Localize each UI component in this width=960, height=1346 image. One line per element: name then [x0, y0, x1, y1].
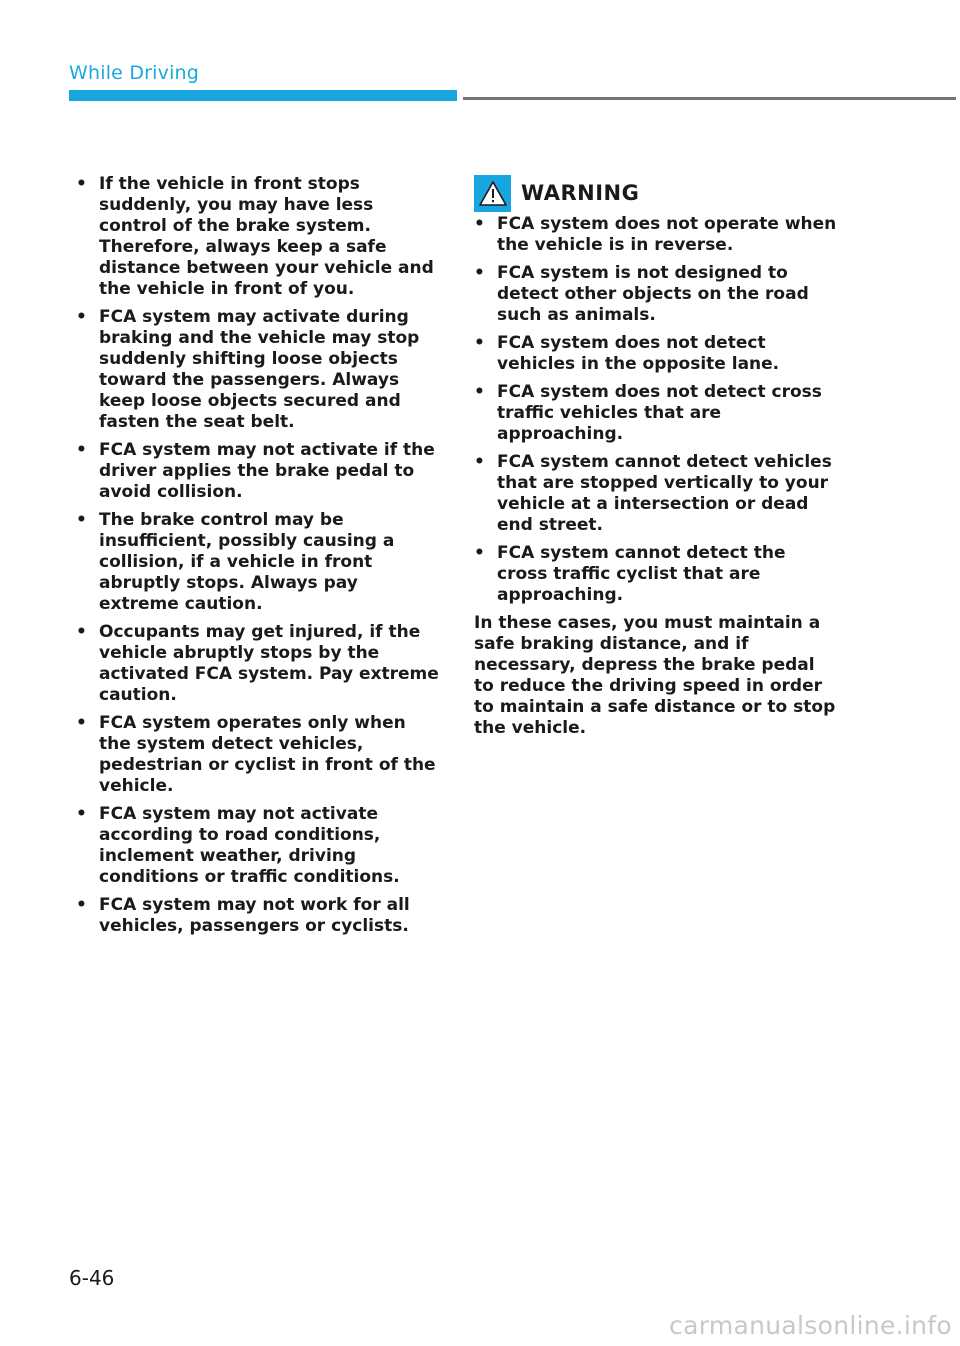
warning-box: [474, 174, 838, 739]
warning-list: [474, 214, 838, 606]
list-item-text: FCA system cannot detect the cross traffic cyclist that are approaching.: [497, 543, 786, 605]
list-item-text: FCA system does not detect cross traffic vehicles that are approaching.: [497, 382, 822, 444]
list-item-text: FCA system operates only when the system detect vehicles, pedestrian or cyclist in front of the vehicle.: [99, 713, 436, 796]
list-item: [474, 263, 838, 326]
list-item-text: FCA system may not activate according to road conditions, inclement weather, driving conditions or traffic conditions.: [99, 804, 400, 887]
watermark: carmanualsonline.info: [669, 1311, 952, 1340]
list-item-text: FCA system cannot detect vehicles that are stopped vertically to your vehicle at a intersection or dead end street.: [497, 452, 832, 535]
bullet-icon: •: [474, 452, 485, 472]
bullet-icon: •: [76, 174, 87, 194]
bullet-icon: •: [76, 510, 87, 530]
bullet-icon: •: [76, 713, 87, 733]
list-item: [474, 214, 838, 256]
list-item-text: Occupants may get injured, if the vehicle abruptly stops by the activated FCA system. Pay extreme caution.: [99, 622, 439, 705]
bullet-icon: •: [76, 804, 87, 824]
list-item-text: The brake control may be insufficient, possibly causing a collision, if a vehicle in front abruptly stops. Always pay extreme caution.: [99, 510, 395, 614]
warning-header: [474, 174, 838, 212]
list-item: [76, 510, 440, 615]
header-rule-accent: [69, 90, 457, 101]
list-item: [474, 382, 838, 445]
bullet-icon: •: [474, 543, 485, 563]
list-item-text: FCA system is not designed to detect other objects on the road such as animals.: [497, 263, 809, 325]
bullet-icon: •: [76, 895, 87, 915]
list-item: [474, 543, 838, 606]
page-number: 6-46: [69, 1266, 115, 1290]
warning-triangle-icon: [474, 175, 511, 212]
bullet-icon: •: [474, 333, 485, 353]
list-item-text: FCA system may activate during braking and the vehicle may stop suddenly shifting loose objects toward the passengers. Always keep loose objects secured and fasten the seat belt.: [99, 307, 420, 432]
bullet-icon: •: [76, 307, 87, 327]
header-rule-gray: [463, 97, 956, 100]
left-column: [76, 174, 440, 944]
list-item: [76, 440, 440, 503]
section-title: While Driving: [69, 62, 200, 84]
bullet-icon: •: [76, 622, 87, 642]
caution-list: [76, 174, 440, 937]
list-item: [76, 895, 440, 937]
list-item-text: FCA system does not operate when the vehicle is in reverse.: [497, 214, 837, 255]
list-item: [76, 713, 440, 797]
list-item-text: FCA system does not detect vehicles in the opposite lane.: [497, 333, 780, 374]
warning-title: WARNING: [521, 180, 640, 205]
bullet-icon: •: [474, 382, 485, 402]
list-item-text: FCA system may not activate if the driver applies the brake pedal to avoid collision.: [99, 440, 435, 502]
list-item: [474, 452, 838, 536]
list-item-text: FCA system may not work for all vehicles, passengers or cyclists.: [99, 895, 410, 936]
list-item-text: If the vehicle in front stops suddenly, you may have less control of the brake system. Therefore, always keep a safe distance between your vehicle and the vehicle in front of you.: [99, 174, 434, 299]
list-item: [76, 174, 440, 300]
list-item: [76, 622, 440, 706]
list-item: [76, 307, 440, 433]
bullet-icon: •: [76, 440, 87, 460]
warning-paragraph: In these cases, you must maintain a safe braking distance, and if necessary, depress the brake pedal to reduce the driving speed in order to maintain a safe distance or to stop the vehicle.: [474, 613, 836, 738]
list-item: [474, 333, 838, 375]
bullet-icon: •: [474, 214, 485, 234]
list-item: [76, 804, 440, 888]
bullet-icon: •: [474, 263, 485, 283]
